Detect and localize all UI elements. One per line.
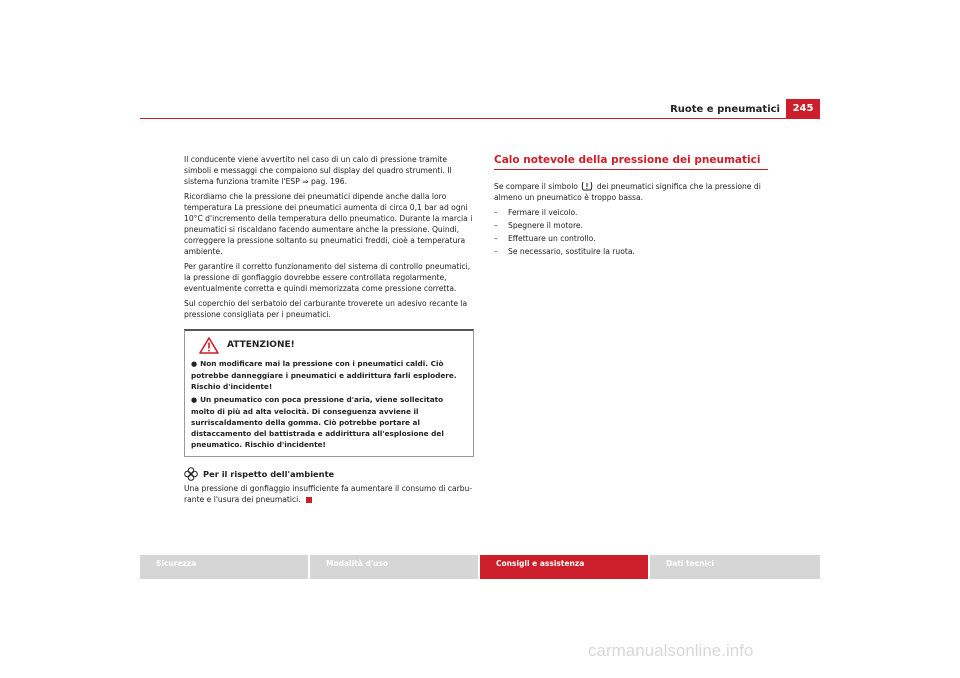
warning-box (184, 329, 474, 457)
dash: – (494, 234, 498, 243)
flower-environment-icon (184, 467, 198, 481)
dash: – (494, 208, 498, 217)
bullet-icon: ● (191, 360, 198, 368)
warning-triangle-icon (199, 337, 219, 354)
footer-tab-consigli-assistenza[interactable]: Consigli e assistenza (480, 555, 648, 579)
intro-paragraph (494, 181, 770, 203)
intro-text-before: Se compare il simbolo (494, 182, 578, 191)
section-title: Calo notevole della pressione dei pneumatici (494, 154, 768, 170)
dash: – (494, 221, 498, 230)
paragraph: Sul coperchio del serbatoio del carburante troverete un adesivo recante la pressione consigliata per i pneumatici. (184, 299, 468, 319)
intro-text-after: dei pneumatici significa che la pressione di almeno un pneumatico è troppo bassa. (494, 182, 761, 202)
section-header (494, 154, 768, 170)
warning-title: ATTENZIONE! (227, 340, 295, 350)
page-number: 245 (786, 99, 820, 118)
paragraph: Ricordiamo che la pressione dei pneumatici dipende anche dalla loro temperatura La pressione dei pneumatici aumenta di circa 0,1 bar ad ogni 10°C d'incremento della temperatura dello pneumatico. Durante la marcia i pneumatici si riscaldano facendo aumentare anche la pressione. Quindi, correggere la pressione soltanto su pneumatici freddi, cioè a temperatura ambiente. (184, 192, 473, 256)
warning-item (191, 394, 467, 450)
environment-text (184, 483, 474, 505)
warning-header (199, 337, 467, 354)
footer-tab-sicurezza[interactable]: Sicurezza (140, 555, 308, 579)
step-text: Fermare il veicolo. (508, 208, 578, 217)
header-title: Ruote e pneumatici (670, 104, 780, 115)
step-text: Effettuare un controllo. (508, 234, 596, 243)
dash: – (494, 247, 498, 256)
list-item (494, 246, 770, 257)
footer-nav (140, 555, 820, 579)
left-column (184, 154, 474, 509)
list-item (494, 220, 770, 231)
footer-tab-modalita-uso[interactable]: Modalità d'uso (310, 555, 478, 579)
right-column (494, 181, 770, 259)
header-rule (140, 118, 820, 119)
environment-text-content: Una pressione di gonfiaggio insufficiente fa aumentare il consumo di carburante e l'usura dei pneumatici. (184, 484, 473, 504)
environment-header (184, 467, 474, 481)
paragraph: Per garantire il corretto funzionamento del sistema di controllo pneumatici, la pressione di gonfiaggio dovrebbe essere controllata regolarmente, eventualmente corretta e quindi memorizzata come pressione corretta. (184, 262, 471, 293)
paragraph: Il conducente viene avvertito nel caso di un calo di pressione tramite simboli e messaggi che compaiono sul display del quadro strumenti. Il sistema funziona tramite l'ESP ⇒ pag. 196. (184, 155, 452, 186)
warning-item (191, 358, 467, 392)
step-text: Spegnere il motore. (508, 221, 583, 230)
bullet-icon: ● (191, 396, 198, 404)
step-text: Se necessario, sostituire la ruota. (508, 247, 635, 256)
environment-title: Per il rispetto dell'ambiente (203, 468, 335, 479)
list-item (494, 207, 770, 218)
watermark: carmanualsonline.info (588, 641, 754, 660)
footer-tab-dati-tecnici[interactable]: Dati tecnici (650, 555, 820, 579)
tyre-pressure-warning-icon (581, 181, 593, 191)
section-end-icon (306, 497, 312, 503)
list-item (494, 233, 770, 244)
warning-item-text: Un pneumatico con poca pressione d'aria, viene sollecitato molto di più ad alta velocità. Di conseguenza avviene il surriscaldamento della gomma. Ciò potrebbe portare al distaccamento del battistrada e addirittura all'esplosione del pneumatico. Rischio d'incidente! (191, 395, 444, 449)
warning-item-text: Non modificare mai la pressione con i pneumatici caldi. Ciò potrebbe danneggiare i pneumatici e addirittura farli esplodere. Rischio d'incidente! (191, 359, 457, 391)
